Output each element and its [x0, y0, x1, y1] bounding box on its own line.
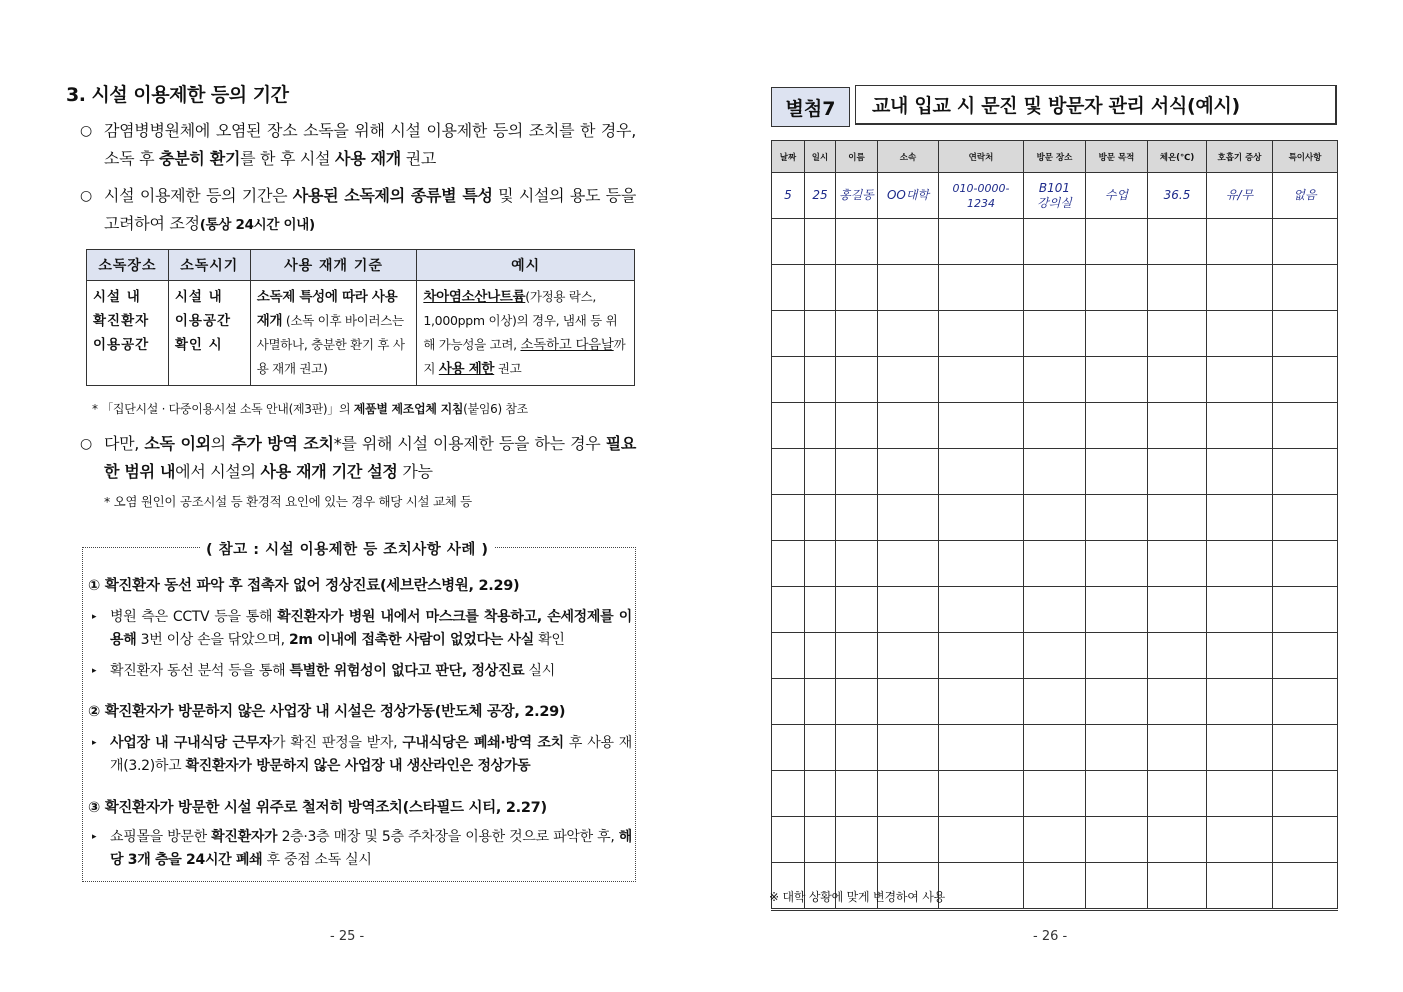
- col-date: 날짜: [772, 141, 805, 173]
- col-place: 방문 장소: [1024, 141, 1086, 173]
- empty-cell[interactable]: [939, 449, 1024, 495]
- col-day: 일시: [805, 141, 836, 173]
- empty-cell[interactable]: [1273, 817, 1338, 863]
- empty-cell[interactable]: [939, 679, 1024, 725]
- empty-cell[interactable]: [836, 679, 878, 725]
- bullet-footnote: * 오염 원인이 공조시설 등 환경적 요인에 있는 경우 해당 시설 교체 등: [104, 494, 472, 509]
- empty-cell[interactable]: [878, 587, 939, 633]
- empty-cell[interactable]: [878, 771, 939, 817]
- empty-cell[interactable]: [878, 495, 939, 541]
- empty-cell[interactable]: [805, 449, 836, 495]
- empty-cell[interactable]: [1207, 265, 1273, 311]
- cell-name: 홍길동: [836, 173, 878, 219]
- empty-cell[interactable]: [1148, 541, 1207, 587]
- table-row: [772, 771, 1338, 817]
- cell-criteria: 소독제 특성에 따라 사용 재개 (소독 이후 바이러스는 사멸하나, 충분한 환기 후 사용 재개 권고): [250, 281, 417, 386]
- col-name: 이름: [836, 141, 878, 173]
- col-org: 소속: [878, 141, 939, 173]
- empty-cell[interactable]: [836, 357, 878, 403]
- annex-title: 교내 입교 시 문진 및 방문자 관리 서식(예시): [855, 85, 1337, 125]
- empty-cell[interactable]: [772, 357, 805, 403]
- empty-cell[interactable]: [1207, 403, 1273, 449]
- empty-cell[interactable]: [772, 311, 805, 357]
- case2-item1: ▸ 사업장 내 구내식당 근무자가 확진 판정을 받자, 구내식당은 폐쇄·방역 조치 후 사용 재개(3.2)하고 확진환자가 방문하지 않은 사업장 내 생산라인은 정상가동: [92, 732, 632, 778]
- empty-cell[interactable]: [1024, 357, 1086, 403]
- cell-example: 차아염소산나트륨(가정용 락스, 1,000ppm 이상)의 경우, 냄새 등 위해 가능성을 고려, 소독하고 다음날까지 사용 제한 권고: [417, 281, 635, 386]
- col-temp: 체온(℃): [1148, 141, 1207, 173]
- case3-heading: ③ 확진환자가 방문한 시설 위주로 철저히 방역조치(스타필드 시티, 2.27): [88, 800, 547, 816]
- empty-cell[interactable]: [805, 587, 836, 633]
- empty-cell[interactable]: [1024, 587, 1086, 633]
- empty-cell[interactable]: [1086, 311, 1148, 357]
- empty-cell[interactable]: [1086, 771, 1148, 817]
- empty-cell[interactable]: [1086, 357, 1148, 403]
- empty-cell[interactable]: [939, 403, 1024, 449]
- empty-cell[interactable]: [1207, 311, 1273, 357]
- empty-cell[interactable]: [1086, 449, 1148, 495]
- bullet-restriction-period: ○ 시설 이용제한 등의 기간은 사용된 소독제의 종류별 특성 및 시설의 용도 등을 고려하여 조정(통상 24시간 이내): [80, 182, 636, 239]
- empty-cell[interactable]: [878, 357, 939, 403]
- empty-cell[interactable]: [1024, 495, 1086, 541]
- empty-cell[interactable]: [1207, 541, 1273, 587]
- annex-label: 별첨7: [771, 87, 850, 127]
- header-example: 예시: [417, 250, 635, 281]
- table-header-row: [772, 141, 1338, 173]
- empty-cell[interactable]: [1148, 357, 1207, 403]
- cell-org: OO대학: [878, 173, 939, 219]
- empty-cell[interactable]: [878, 449, 939, 495]
- empty-cell[interactable]: [939, 771, 1024, 817]
- empty-cell[interactable]: [772, 541, 805, 587]
- empty-cell[interactable]: [1148, 265, 1207, 311]
- empty-cell[interactable]: [836, 725, 878, 771]
- col-phone: 연락처: [939, 141, 1024, 173]
- empty-cell[interactable]: [805, 219, 836, 265]
- empty-cell[interactable]: [878, 725, 939, 771]
- table-row: [772, 587, 1338, 633]
- empty-cell[interactable]: [1273, 495, 1338, 541]
- empty-cell[interactable]: [1086, 541, 1148, 587]
- empty-cell[interactable]: [1148, 403, 1207, 449]
- empty-cell[interactable]: [836, 633, 878, 679]
- empty-cell[interactable]: [772, 449, 805, 495]
- case1-item2: ▸ 확진환자 동선 분석 등을 통해 특별한 위험성이 없다고 판단, 정상진료 실시: [92, 660, 632, 683]
- empty-cell[interactable]: [1024, 771, 1086, 817]
- empty-cell[interactable]: [1148, 587, 1207, 633]
- empty-cell[interactable]: [836, 495, 878, 541]
- table-row: [772, 633, 1338, 679]
- cell-place: B101 강의실: [1024, 173, 1086, 219]
- empty-cell[interactable]: [1024, 817, 1086, 863]
- empty-cell[interactable]: [1024, 449, 1086, 495]
- empty-cell[interactable]: [836, 219, 878, 265]
- empty-cell[interactable]: [939, 265, 1024, 311]
- empty-cell[interactable]: [1024, 725, 1086, 771]
- empty-cell[interactable]: [939, 725, 1024, 771]
- empty-cell[interactable]: [1148, 495, 1207, 541]
- page-number-left: - 25 -: [330, 929, 365, 944]
- cell-day: 25: [805, 173, 836, 219]
- reference-title: ( 참고 : 시설 이용제한 등 조치사항 사례 ): [200, 538, 495, 559]
- empty-cell[interactable]: [1273, 219, 1338, 265]
- circle-bullet-icon: ○: [80, 436, 92, 452]
- form-note: ※ 대학 상황에 맞게 변경하여 사용: [769, 890, 946, 904]
- empty-cell[interactable]: [1148, 633, 1207, 679]
- empty-cell[interactable]: [878, 311, 939, 357]
- table-row: [772, 449, 1338, 495]
- empty-cell[interactable]: [836, 587, 878, 633]
- empty-cell[interactable]: [1086, 587, 1148, 633]
- empty-cell[interactable]: [1207, 495, 1273, 541]
- empty-cell[interactable]: [939, 495, 1024, 541]
- empty-cell[interactable]: [939, 357, 1024, 403]
- empty-cell[interactable]: [1148, 863, 1207, 910]
- page-number-right: - 26 -: [1033, 929, 1068, 944]
- triangle-bullet-icon: ▸: [92, 666, 97, 676]
- empty-cell[interactable]: [1273, 771, 1338, 817]
- table-row: [772, 311, 1338, 357]
- cell-date: 5: [772, 173, 805, 219]
- triangle-bullet-icon: ▸: [92, 612, 97, 622]
- case3-item1: ▸ 쇼핑몰을 방문한 확진환자가 2층·3층 매장 및 5층 주차장을 이용한 것으로 파악한 후, 해당 3개 층을 24시간 폐쇄 후 중점 소독 실시: [92, 826, 632, 872]
- cell-phone: 010-0000-1234: [939, 173, 1024, 219]
- empty-cell[interactable]: [939, 633, 1024, 679]
- cell-place: 시설 내 확진환자 이용공간: [87, 281, 169, 386]
- empty-cell[interactable]: [772, 495, 805, 541]
- empty-cell[interactable]: [1024, 219, 1086, 265]
- empty-cell[interactable]: [772, 403, 805, 449]
- empty-cell[interactable]: [836, 265, 878, 311]
- empty-cell[interactable]: [939, 311, 1024, 357]
- circle-bullet-icon: ○: [80, 123, 92, 139]
- col-purpose: 방문 목적: [1086, 141, 1148, 173]
- example-row: [772, 173, 1338, 219]
- empty-cell[interactable]: [939, 587, 1024, 633]
- empty-cell[interactable]: [836, 771, 878, 817]
- empty-cell[interactable]: [1273, 357, 1338, 403]
- table-header-row: [87, 250, 635, 281]
- empty-cell[interactable]: [805, 771, 836, 817]
- cell-note: 없음: [1273, 173, 1338, 219]
- empty-cell[interactable]: [1086, 679, 1148, 725]
- empty-cell[interactable]: [772, 265, 805, 311]
- empty-cell[interactable]: [836, 311, 878, 357]
- table-row: [772, 817, 1338, 863]
- visitor-log-table: [771, 140, 1338, 911]
- empty-cell[interactable]: [1273, 587, 1338, 633]
- empty-cell[interactable]: [772, 679, 805, 725]
- table-row: [87, 281, 635, 386]
- empty-cell[interactable]: [1086, 633, 1148, 679]
- table-row: [772, 265, 1338, 311]
- empty-cell[interactable]: [939, 817, 1024, 863]
- empty-cell[interactable]: [805, 817, 836, 863]
- case1-heading: ① 확진환자 동선 파악 후 접촉자 없어 정상진료(세브란스병원, 2.29): [88, 578, 520, 594]
- section-title: 3. 시설 이용제한 등의 기간: [66, 84, 289, 106]
- bullet-reopen-after-ventilation: ○ 감염병병원체에 오염된 장소 소독을 위해 시설 이용제한 등의 조치를 한 경우, 소독 후 충분히 환기를 한 후 시설 사용 재개 권고: [80, 117, 636, 173]
- empty-cell[interactable]: [805, 633, 836, 679]
- empty-cell[interactable]: [1273, 311, 1338, 357]
- empty-cell[interactable]: [1024, 679, 1086, 725]
- empty-cell[interactable]: [836, 403, 878, 449]
- empty-cell[interactable]: [1207, 817, 1273, 863]
- empty-cell[interactable]: [805, 403, 836, 449]
- table-row: [772, 541, 1338, 587]
- empty-cell[interactable]: [1086, 403, 1148, 449]
- empty-cell[interactable]: [1148, 679, 1207, 725]
- empty-cell[interactable]: [878, 817, 939, 863]
- empty-cell[interactable]: [1024, 403, 1086, 449]
- empty-cell[interactable]: [772, 219, 805, 265]
- empty-cell[interactable]: [805, 357, 836, 403]
- cell-respiratory: 유/무: [1207, 173, 1273, 219]
- empty-cell[interactable]: [1148, 725, 1207, 771]
- empty-cell[interactable]: [1207, 587, 1273, 633]
- triangle-bullet-icon: ▸: [92, 832, 97, 842]
- empty-cell[interactable]: [772, 633, 805, 679]
- empty-cell[interactable]: [1207, 863, 1273, 910]
- empty-cell[interactable]: [772, 771, 805, 817]
- empty-cell[interactable]: [939, 863, 1024, 910]
- header-time: 소독시기: [168, 250, 250, 281]
- empty-cell[interactable]: [772, 587, 805, 633]
- empty-cell[interactable]: [939, 541, 1024, 587]
- circle-bullet-icon: ○: [80, 188, 92, 204]
- col-note: 특이사항: [1273, 141, 1338, 173]
- empty-cell[interactable]: [1273, 863, 1338, 910]
- case1-item1: ▸ 병원 측은 CCTV 등을 통해 확진환자가 병원 내에서 마스크를 착용하고, 손세정제를 이용해 3번 이상 손을 닦았으며, 2m 이내에 접촉한 사람이 없었다는 사실 확인: [92, 606, 632, 652]
- empty-cell[interactable]: [1273, 449, 1338, 495]
- empty-cell[interactable]: [1207, 771, 1273, 817]
- empty-cell[interactable]: [805, 725, 836, 771]
- empty-cell[interactable]: [1086, 725, 1148, 771]
- empty-cell[interactable]: [805, 265, 836, 311]
- empty-cell[interactable]: [1273, 265, 1338, 311]
- table-row: [772, 403, 1338, 449]
- empty-cell[interactable]: [1024, 265, 1086, 311]
- empty-cell[interactable]: [1273, 725, 1338, 771]
- empty-cell[interactable]: [1273, 679, 1338, 725]
- empty-cell[interactable]: [772, 725, 805, 771]
- empty-cell[interactable]: [878, 265, 939, 311]
- empty-cell[interactable]: [1024, 541, 1086, 587]
- empty-cell[interactable]: [1207, 679, 1273, 725]
- empty-cell[interactable]: [836, 541, 878, 587]
- empty-cell[interactable]: [1148, 311, 1207, 357]
- empty-cell[interactable]: [1024, 311, 1086, 357]
- empty-cell[interactable]: [878, 403, 939, 449]
- empty-cell[interactable]: [1086, 219, 1148, 265]
- header-place: 소독장소: [87, 250, 169, 281]
- empty-cell[interactable]: [1086, 495, 1148, 541]
- table-row: [772, 219, 1338, 265]
- table-footnote: * 「집단시설 · 다중이용시설 소독 안내(제3판)」의 제품별 제조업체 지침(붙임6) 참조: [92, 402, 528, 416]
- cell-time: 시설 내 이용공간 확인 시: [168, 281, 250, 386]
- empty-cell[interactable]: [805, 541, 836, 587]
- table-row: [772, 725, 1338, 771]
- empty-cell[interactable]: [1148, 219, 1207, 265]
- empty-cell[interactable]: [1273, 633, 1338, 679]
- empty-cell[interactable]: [772, 817, 805, 863]
- cell-temp: 36.5: [1148, 173, 1207, 219]
- empty-cell[interactable]: [878, 541, 939, 587]
- cell-purpose: 수업: [1086, 173, 1148, 219]
- table-row: [772, 357, 1338, 403]
- empty-cell[interactable]: [1148, 771, 1207, 817]
- empty-cell[interactable]: [805, 311, 836, 357]
- empty-cell[interactable]: [1086, 265, 1148, 311]
- empty-cell[interactable]: [1207, 449, 1273, 495]
- empty-cell[interactable]: [1207, 725, 1273, 771]
- bullet-additional-measures: ○ 다만, 소독 이외의 추가 방역 조치*를 위해 시설 이용제한 등을 하는 경우 필요한 범위 내에서 시설의 사용 재개 기간 설정 가능: [80, 430, 636, 486]
- triangle-bullet-icon: ▸: [92, 738, 97, 748]
- col-respiratory: 호흡기 증상: [1207, 141, 1273, 173]
- empty-cell[interactable]: [1024, 633, 1086, 679]
- empty-cell[interactable]: [1148, 449, 1207, 495]
- empty-cell[interactable]: [836, 817, 878, 863]
- empty-cell[interactable]: [836, 449, 878, 495]
- empty-cell[interactable]: [1273, 541, 1338, 587]
- empty-cell[interactable]: [805, 495, 836, 541]
- empty-cell[interactable]: [878, 679, 939, 725]
- empty-cell[interactable]: [1207, 219, 1273, 265]
- disinfection-criteria-table: [86, 249, 635, 386]
- empty-cell[interactable]: [878, 219, 939, 265]
- table-row: [772, 495, 1338, 541]
- empty-cell[interactable]: [1207, 633, 1273, 679]
- empty-cell[interactable]: [1086, 863, 1148, 910]
- header-criteria: 사용 재개 기준: [250, 250, 417, 281]
- empty-cell[interactable]: [805, 679, 836, 725]
- table-row: [772, 679, 1338, 725]
- empty-cell[interactable]: [1273, 403, 1338, 449]
- empty-cell[interactable]: [1024, 863, 1086, 910]
- empty-cell[interactable]: [939, 219, 1024, 265]
- empty-cell[interactable]: [1086, 817, 1148, 863]
- case2-heading: ② 확진환자가 방문하지 않은 사업장 내 시설은 정상가동(반도체 공장, 2.29): [88, 704, 566, 720]
- empty-cell[interactable]: [1207, 357, 1273, 403]
- empty-cell[interactable]: [878, 633, 939, 679]
- empty-cell[interactable]: [1148, 817, 1207, 863]
